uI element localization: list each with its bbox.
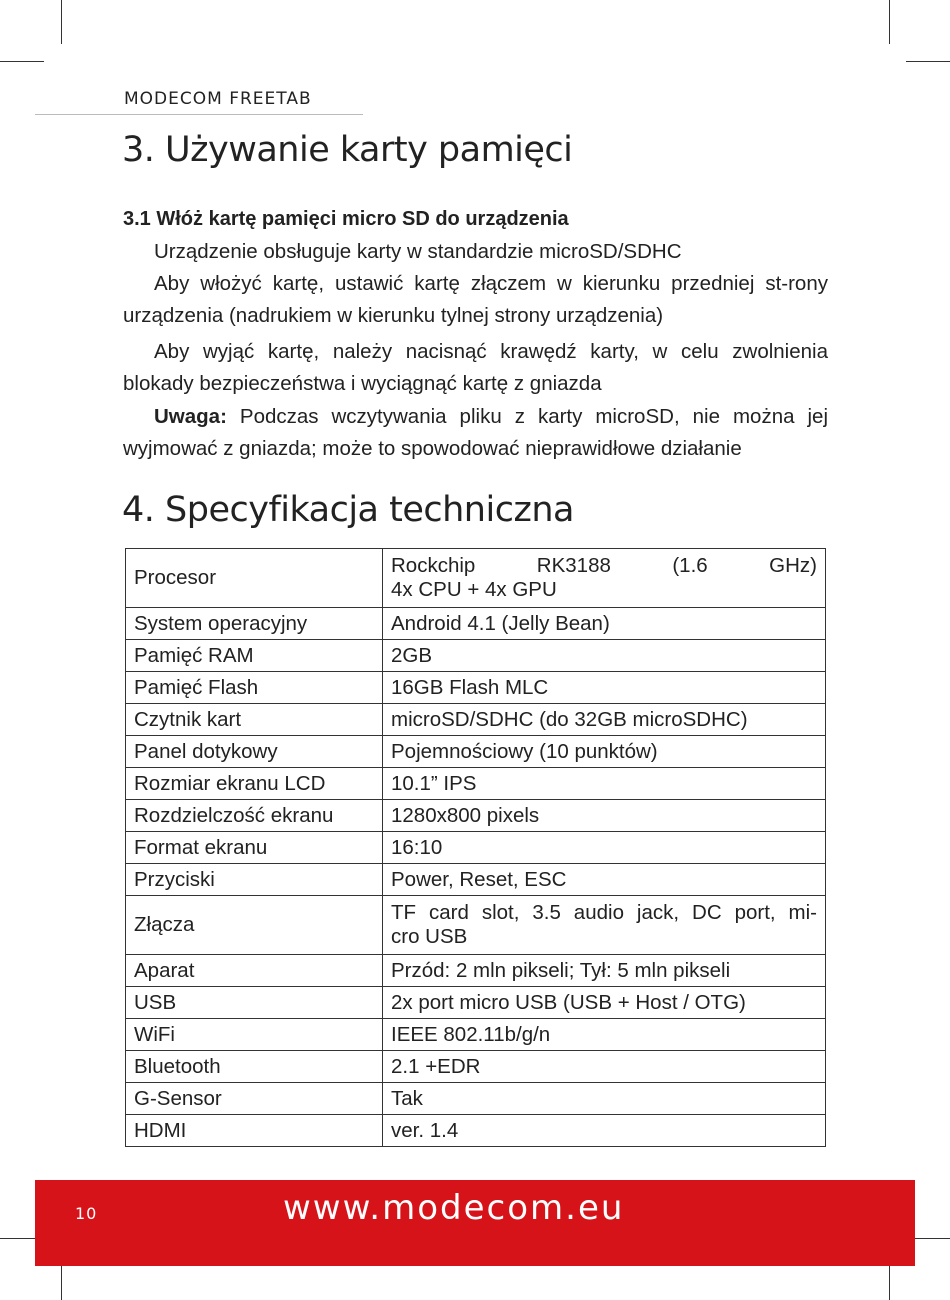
spec-table [125, 548, 826, 1147]
spec-value [383, 736, 826, 768]
spec-value-line: microSD/SDHC (do 32GB microSDHC) [391, 707, 748, 731]
spec-key: Bluetooth [126, 1051, 383, 1083]
spec-value [383, 1019, 826, 1051]
spec-value-line: ver. 1.4 [391, 1118, 459, 1142]
section-3-title: 3. Używanie karty pamięci [122, 130, 573, 170]
spec-key: Czytnik kart [126, 704, 383, 736]
spec-key: System operacyjny [126, 608, 383, 640]
spec-value-line: Android 4.1 (Jelly Bean) [391, 611, 610, 635]
spec-value [383, 955, 826, 987]
spec-value-line: Power, Reset, ESC [391, 867, 567, 891]
spec-key: Aparat [126, 955, 383, 987]
spec-key: WiFi [126, 1019, 383, 1051]
spec-value-line: Rockchip RK3188 (1.6 GHz) [391, 554, 817, 577]
spec-row [126, 640, 826, 672]
spec-row [126, 704, 826, 736]
spec-value-line: 4x CPU + 4x GPU [391, 578, 557, 601]
spec-key: Pamięć RAM [126, 640, 383, 672]
spec-value-line: cro USB [391, 925, 468, 948]
crop-mark [0, 61, 44, 62]
spec-value [383, 800, 826, 832]
spec-row [126, 896, 826, 955]
spec-value-line: IEEE 802.11b/g/n [391, 1022, 551, 1046]
footer-bar [35, 1180, 915, 1266]
spec-value-line: TF card slot, 3.5 audio jack, DC port, mi- [391, 901, 817, 924]
note-text: Podczas wczytywania pliku z karty microSD, nie można jej wyjmować z gniazda; może to spowodować nieprawidłowe działanie [123, 405, 828, 460]
spec-value [383, 640, 826, 672]
spec-key: HDMI [126, 1115, 383, 1147]
spec-row [126, 987, 826, 1019]
spec-row [126, 549, 826, 608]
spec-row [126, 672, 826, 704]
spec-value-line: Tak [391, 1086, 423, 1110]
spec-row [126, 832, 826, 864]
paragraph-note [123, 401, 828, 464]
spec-key: Rozmiar ekranu LCD [126, 768, 383, 800]
spec-value-line: Przód: 2 mln pikseli; Tył: 5 mln pikseli [391, 958, 731, 982]
spec-value [383, 1083, 826, 1115]
crop-mark [61, 0, 62, 44]
spec-value [383, 1051, 826, 1083]
spec-value [383, 896, 826, 955]
spec-key: Pamięć Flash [126, 672, 383, 704]
paragraph-insert-card: Aby włożyć kartę, ustawić kartę złączem w kierunku przedniej st-rony urządzenia (nadrukiem w kierunku tylnej strony urządzenia) [123, 272, 828, 327]
spec-row [126, 1019, 826, 1051]
spec-value [383, 704, 826, 736]
spec-value [383, 549, 826, 608]
spec-value [383, 987, 826, 1019]
spec-key: Panel dotykowy [126, 736, 383, 768]
note-label: Uwaga: [154, 405, 227, 428]
crop-mark [906, 61, 950, 62]
spec-key: G-Sensor [126, 1083, 383, 1115]
section-3-1-subtitle: 3.1 Włóż kartę pamięci micro SD do urządzenia [123, 208, 569, 230]
footer-url: www.modecom.eu [283, 1188, 625, 1228]
spec-value-line: 1280x800 pixels [391, 803, 540, 827]
spec-value [383, 608, 826, 640]
spec-row [126, 1051, 826, 1083]
spec-row [126, 1115, 826, 1147]
spec-row [126, 800, 826, 832]
paragraph-card-standard: Urządzenie obsługuje karty w standardzie microSD/SDHC [154, 240, 682, 263]
spec-value [383, 1115, 826, 1147]
paragraph-remove-card: Aby wyjąć kartę, należy nacisnąć krawędź karty, w celu zwolnienia blokady bezpieczeństwa i wyciągnąć kartę z gniazda [123, 340, 828, 395]
spec-row [126, 736, 826, 768]
spec-value-line: 10.1” IPS [391, 771, 477, 795]
spec-key: Format ekranu [126, 832, 383, 864]
spec-key: Rozdzielczość ekranu [126, 800, 383, 832]
spec-value-line: Pojemnościowy (10 punktów) [391, 739, 658, 763]
spec-value-line: 2.1 +EDR [391, 1054, 481, 1078]
spec-key: Złącza [126, 896, 383, 955]
spec-row [126, 864, 826, 896]
page-number: 10 [75, 1204, 98, 1223]
spec-row [126, 768, 826, 800]
spec-key: Przyciski [126, 864, 383, 896]
spec-row [126, 608, 826, 640]
crop-mark [889, 0, 890, 44]
spec-value [383, 768, 826, 800]
spec-key: Procesor [126, 549, 383, 608]
spec-value-line: 16:10 [391, 835, 443, 859]
spec-value [383, 832, 826, 864]
spec-value [383, 864, 826, 896]
spec-row [126, 955, 826, 987]
spec-value-line: 16GB Flash MLC [391, 675, 549, 699]
spec-value-line: 2x port micro USB (USB + Host / OTG) [391, 990, 746, 1014]
header-divider [35, 114, 363, 115]
spec-key: USB [126, 987, 383, 1019]
header-brand: MODECOM FREETAB [124, 89, 312, 109]
spec-value [383, 672, 826, 704]
spec-value-line: 2GB [391, 643, 433, 667]
spec-row [126, 1083, 826, 1115]
section-4-title: 4. Specyfikacja techniczna [122, 490, 574, 530]
